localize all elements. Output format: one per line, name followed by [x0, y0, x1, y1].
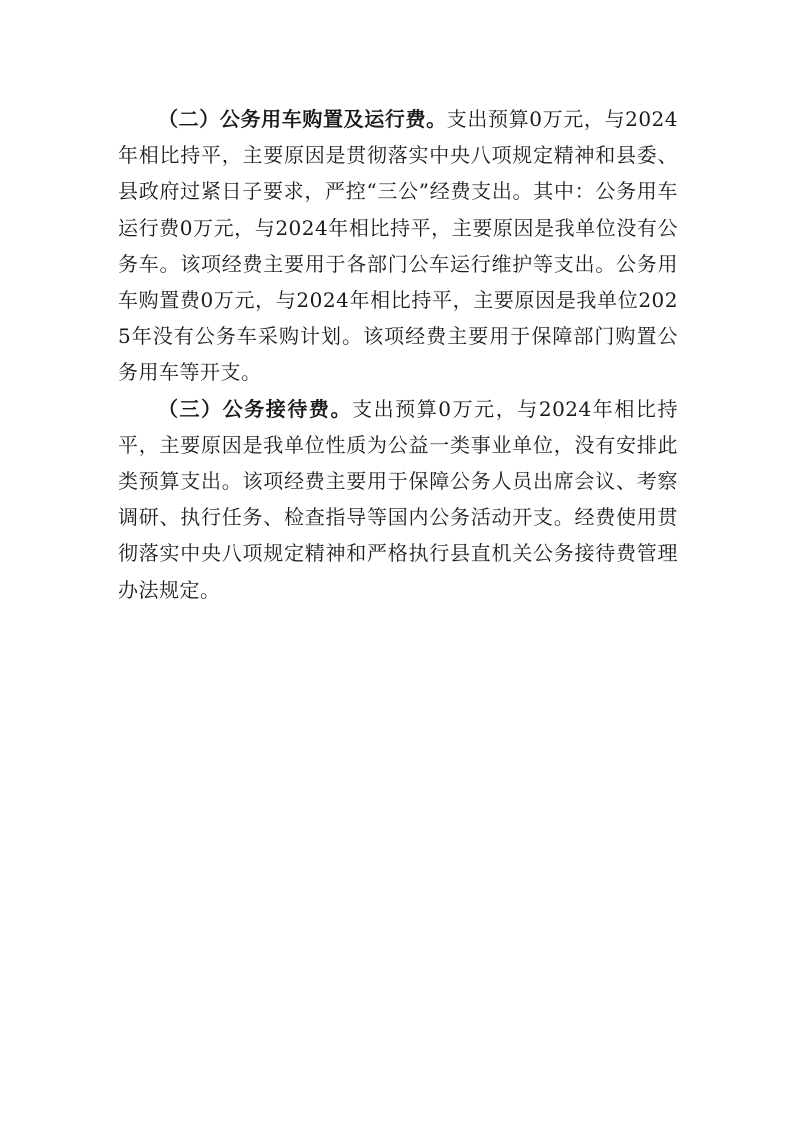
document-page: [118, 101, 678, 608]
section-heading-vehicle: （二）公务用车购置及运行费。: [158, 107, 447, 131]
section-body-reception: 支出预算0万元，与2024年相比持平，主要原因是我单位性质为公益一类事业单位，没有安排此类预算支出。该项经费主要用于保障公务人员出席会议、考察调研、执行任务、检查指导等国内公务活动开支。经费使用贯彻落实中央八项规定精神和严格执行县直机关公务接待费管理办法规定。: [118, 396, 678, 602]
paragraph-vehicle-costs: [118, 101, 678, 391]
paragraph-reception-costs: [118, 391, 678, 608]
section-body-vehicle: 支出预算0万元，与2024年相比持平，主要原因是贯彻落实中央八项规定精神和县委、县政府过紧日子要求，严控“三公”经费支出。其中：公务用车运行费0万元，与2024年相比持平，主要原因是我单位没有公务车。该项经费主要用于各部门公车运行维护等支出。公务用车购置费0万元，与2024年相比持平，主要原因是我单位2025年没有公务车采购计划。该项经费主要用于保障部门购置公务用车等开支。: [118, 107, 678, 385]
section-heading-reception: （三）公务接待费。: [158, 396, 353, 421]
